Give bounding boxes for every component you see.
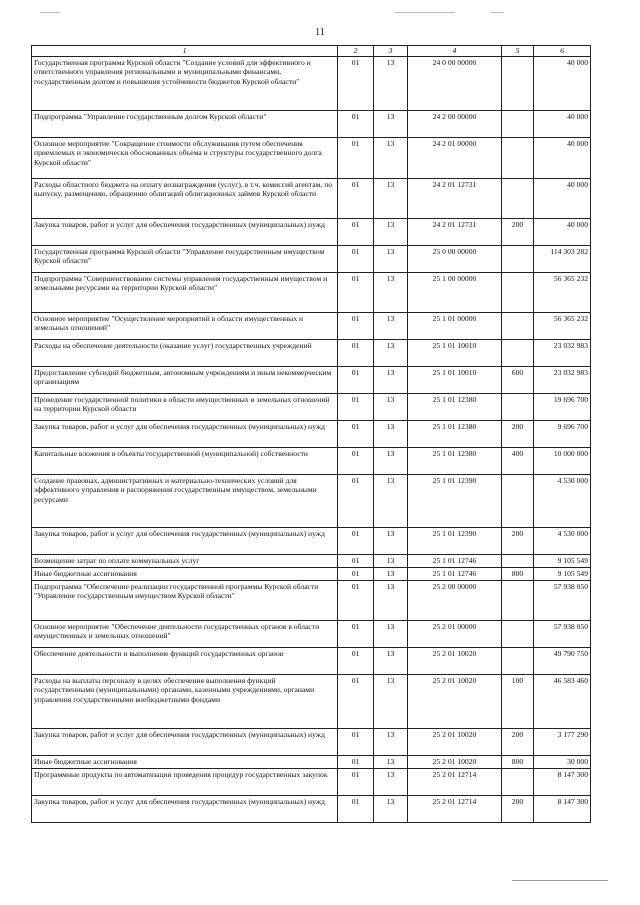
scan-mark	[490, 12, 504, 13]
table-row	[32, 339, 591, 366]
row-name: Подпрограмма "Управление государственным долгом Курской области"	[32, 110, 338, 137]
row-target-article: 25 0 00 00000	[408, 245, 502, 272]
row-target-article: 25 2 01 10020	[408, 755, 502, 768]
row-section: 01	[338, 755, 374, 768]
table-row	[32, 554, 591, 567]
row-name: Расходы на обеспечение деятельности (оказание услуг) государственных учреждений	[32, 339, 338, 366]
row-subsection: 13	[374, 567, 408, 580]
row-subsection: 13	[374, 366, 408, 393]
row-target-article: 24 0 00 00000	[408, 56, 502, 110]
row-subsection: 13	[374, 339, 408, 366]
row-expense-type: 200	[502, 728, 534, 755]
row-target-article: 25 1 01 00000	[408, 312, 502, 339]
row-amount: 56 365 232	[534, 272, 591, 312]
table-row	[32, 728, 591, 755]
table-row	[32, 110, 591, 137]
row-name: Государственная программа Курской области "Управление государственным имуществом Курской области"	[32, 245, 338, 272]
row-section: 01	[338, 554, 374, 567]
row-section: 01	[338, 580, 374, 620]
row-amount: 4 530 000	[534, 527, 591, 554]
column-header: 4	[408, 46, 502, 57]
row-amount: 23 032 983	[534, 339, 591, 366]
row-section: 01	[338, 768, 374, 795]
row-amount: 23 032 983	[534, 366, 591, 393]
row-target-article: 25 1 01 12746	[408, 554, 502, 567]
table-row	[32, 393, 591, 420]
row-name: Закупка товаров, работ и услуг для обеспечения государственных (муниципальных) нужд	[32, 795, 338, 822]
row-name: Основное мероприятие "Сокращение стоимости обслуживания путем обеспечения приемлемых и экономически обоснованных объема и структуры государственного долга Курской области"	[32, 137, 338, 178]
row-subsection: 13	[374, 272, 408, 312]
row-expense-type	[502, 580, 534, 620]
row-name: Проведение государственной политики в области имущественных и земельных отношений на территории Курской области	[32, 393, 338, 420]
table-row	[32, 755, 591, 768]
row-amount: 9 105 549	[534, 567, 591, 580]
row-amount: 57 938 050	[534, 620, 591, 647]
row-expense-type: 200	[502, 420, 534, 447]
table-row	[32, 56, 591, 110]
row-amount: 57 938 050	[534, 580, 591, 620]
row-expense-type: 600	[502, 366, 534, 393]
row-target-article: 25 2 00 00000	[408, 580, 502, 620]
row-target-article: 25 1 01 12390	[408, 474, 502, 527]
row-section: 01	[338, 56, 374, 110]
row-amount: 9 105 549	[534, 554, 591, 567]
row-name: Возмещение затрат по оплате коммунальных услуг	[32, 554, 338, 567]
row-section: 01	[338, 312, 374, 339]
row-section: 01	[338, 647, 374, 674]
row-target-article: 24 2 01 12731	[408, 178, 502, 218]
row-expense-type	[502, 620, 534, 647]
row-section: 01	[338, 218, 374, 245]
row-subsection: 13	[374, 312, 408, 339]
table-row	[32, 178, 591, 218]
row-subsection: 13	[374, 554, 408, 567]
row-expense-type	[502, 272, 534, 312]
row-expense-type	[502, 137, 534, 178]
row-amount: 4 530 000	[534, 474, 591, 527]
table-row	[32, 272, 591, 312]
row-name: Закупка товаров, работ и услуг для обеспечения государственных (муниципальных) нужд	[32, 218, 338, 245]
row-name: Программные продукты по автоматизации проведения процедур государственных закупок	[32, 768, 338, 795]
row-subsection: 13	[374, 110, 408, 137]
row-target-article: 25 2 01 10020	[408, 647, 502, 674]
header-row	[32, 46, 591, 57]
row-section: 01	[338, 245, 374, 272]
row-target-article: 25 2 01 12714	[408, 795, 502, 822]
row-amount: 40 000	[534, 110, 591, 137]
row-amount: 40 000	[534, 56, 591, 110]
row-name: Основное мероприятие "Осуществление мероприятий в области имущественных и земельных отношений"	[32, 312, 338, 339]
row-amount: 8 147 300	[534, 795, 591, 822]
row-amount: 8 147 300	[534, 768, 591, 795]
scan-mark	[395, 12, 455, 13]
row-name: Подпрограмма "Совершенствование системы управления государственным имуществом и земельными ресурсами на территории Курской области"	[32, 272, 338, 312]
row-target-article: 24 2 01 00000	[408, 137, 502, 178]
row-section: 01	[338, 339, 374, 366]
row-section: 01	[338, 447, 374, 474]
row-expense-type: 800	[502, 755, 534, 768]
row-expense-type: 400	[502, 447, 534, 474]
row-expense-type	[502, 393, 534, 420]
row-subsection: 13	[374, 178, 408, 218]
column-header: 2	[338, 46, 374, 57]
row-subsection: 13	[374, 218, 408, 245]
table-row	[32, 620, 591, 647]
row-expense-type	[502, 245, 534, 272]
row-name: Капитальные вложения в объекты государственной (муниципальной) собственности	[32, 447, 338, 474]
row-amount: 40 000	[534, 218, 591, 245]
bottom-rule	[512, 880, 608, 881]
row-name: Подпрограмма "Обеспечение реализации государственной программы Курской области "Управление государственным имуществом Курской области"	[32, 580, 338, 620]
table-row	[32, 447, 591, 474]
table-row	[32, 647, 591, 674]
row-name: Обеспечение деятельности и выполнение функций государственных органов	[32, 647, 338, 674]
row-subsection: 13	[374, 393, 408, 420]
row-subsection: 13	[374, 137, 408, 178]
table-row	[32, 674, 591, 728]
row-target-article: 25 1 01 10010	[408, 366, 502, 393]
row-subsection: 13	[374, 768, 408, 795]
row-expense-type	[502, 339, 534, 366]
row-target-article: 25 1 01 12380	[408, 393, 502, 420]
row-expense-type	[502, 474, 534, 527]
row-expense-type	[502, 110, 534, 137]
row-section: 01	[338, 137, 374, 178]
table-row	[32, 366, 591, 393]
row-name: Закупка товаров, работ и услуг для обеспечения государственных (муниципальных) нужд	[32, 527, 338, 554]
table-row	[32, 420, 591, 447]
row-section: 01	[338, 728, 374, 755]
row-subsection: 13	[374, 795, 408, 822]
row-subsection: 13	[374, 728, 408, 755]
budget-table	[31, 45, 591, 823]
table-row	[32, 312, 591, 339]
row-target-article: 25 2 01 00000	[408, 620, 502, 647]
row-expense-type: 200	[502, 527, 534, 554]
row-name: Предоставление субсидий бюджетным, автономным учреждениям и иным некоммерческим организациям	[32, 366, 338, 393]
row-amount: 9 696 700	[534, 420, 591, 447]
row-section: 01	[338, 527, 374, 554]
table-row	[32, 795, 591, 822]
row-target-article: 25 1 01 12380	[408, 420, 502, 447]
row-expense-type: 100	[502, 674, 534, 728]
table-row	[32, 218, 591, 245]
row-subsection: 13	[374, 674, 408, 728]
row-amount: 46 583 460	[534, 674, 591, 728]
row-expense-type	[502, 768, 534, 795]
row-target-article: 25 1 01 12380	[408, 447, 502, 474]
row-target-article: 25 2 01 12714	[408, 768, 502, 795]
row-expense-type	[502, 56, 534, 110]
row-name: Иные бюджетные ассигнования	[32, 755, 338, 768]
row-target-article: 24 2 01 12731	[408, 218, 502, 245]
row-expense-type	[502, 178, 534, 218]
row-subsection: 13	[374, 580, 408, 620]
row-amount: 3 177 290	[534, 728, 591, 755]
table-row	[32, 474, 591, 527]
table-row	[32, 567, 591, 580]
row-name: Закупка товаров, работ и услуг для обеспечения государственных (муниципальных) нужд	[32, 420, 338, 447]
row-target-article: 25 1 01 10010	[408, 339, 502, 366]
table-row	[32, 768, 591, 795]
row-target-article: 25 1 01 12746	[408, 567, 502, 580]
row-name: Закупка товаров, работ и услуг для обеспечения государственных (муниципальных) нужд	[32, 728, 338, 755]
row-section: 01	[338, 393, 374, 420]
column-header: 5	[502, 46, 534, 57]
row-subsection: 13	[374, 755, 408, 768]
row-section: 01	[338, 366, 374, 393]
column-header: 1	[32, 46, 338, 57]
column-header: 3	[374, 46, 408, 57]
row-target-article: 25 1 00 00000	[408, 272, 502, 312]
row-section: 01	[338, 178, 374, 218]
table-row	[32, 245, 591, 272]
row-expense-type: 200	[502, 218, 534, 245]
page-number: 11	[315, 27, 325, 38]
row-expense-type	[502, 647, 534, 674]
row-amount: 10 000 000	[534, 447, 591, 474]
row-target-article: 25 2 01 10020	[408, 674, 502, 728]
row-amount: 114 303 282	[534, 245, 591, 272]
row-name: Создание правовых, административных и материально-технических условий для эффективного управления и распоряжения государственным имуществом, земельными ресурсами	[32, 474, 338, 527]
row-target-article: 25 2 01 10020	[408, 728, 502, 755]
row-name: Государственная программа Курской области "Создание условий для эффективного и ответственного управления региональными и муниципальными финансами, государственным долгом и повышения устойчивости бюджетов Курской области"	[32, 56, 338, 110]
row-subsection: 13	[374, 56, 408, 110]
row-subsection: 13	[374, 474, 408, 527]
row-amount: 19 696 700	[534, 393, 591, 420]
row-section: 01	[338, 420, 374, 447]
row-expense-type: 200	[502, 795, 534, 822]
row-section: 01	[338, 272, 374, 312]
row-section: 01	[338, 674, 374, 728]
row-section: 01	[338, 795, 374, 822]
row-expense-type: 800	[502, 567, 534, 580]
row-amount: 56 365 232	[534, 312, 591, 339]
row-name: Расходы на выплаты персоналу в целях обеспечения выполнения функций государственными (муниципальными) органами, казенными учреждениями, органами управления государственными внебюджетными фондами	[32, 674, 338, 728]
row-target-article: 24 2 00 00000	[408, 110, 502, 137]
row-target-article: 25 1 01 12390	[408, 527, 502, 554]
row-subsection: 13	[374, 420, 408, 447]
table-row	[32, 580, 591, 620]
table-row	[32, 527, 591, 554]
row-subsection: 13	[374, 647, 408, 674]
column-header: 6	[534, 46, 591, 57]
row-section: 01	[338, 567, 374, 580]
row-expense-type	[502, 312, 534, 339]
row-amount: 30 000	[534, 755, 591, 768]
row-name: Иные бюджетные ассигнования	[32, 567, 338, 580]
row-name: Основное мероприятие "Обеспечение деятельности государственных органов в области имущественных и земельных отношений"	[32, 620, 338, 647]
row-subsection: 13	[374, 447, 408, 474]
row-subsection: 13	[374, 245, 408, 272]
row-subsection: 13	[374, 527, 408, 554]
row-name: Расходы областного бюджета на оплату вознаграждения (услуг), в т.ч. комиссий агентам, по выпуску, размещению, обращению облигаций облигационных займов Курской области	[32, 178, 338, 218]
table-row	[32, 137, 591, 178]
row-section: 01	[338, 474, 374, 527]
scan-mark	[40, 12, 60, 13]
row-amount: 49 790 750	[534, 647, 591, 674]
row-section: 01	[338, 110, 374, 137]
row-subsection: 13	[374, 620, 408, 647]
row-amount: 40 000	[534, 178, 591, 218]
row-section: 01	[338, 620, 374, 647]
row-expense-type	[502, 554, 534, 567]
row-amount: 40 000	[534, 137, 591, 178]
